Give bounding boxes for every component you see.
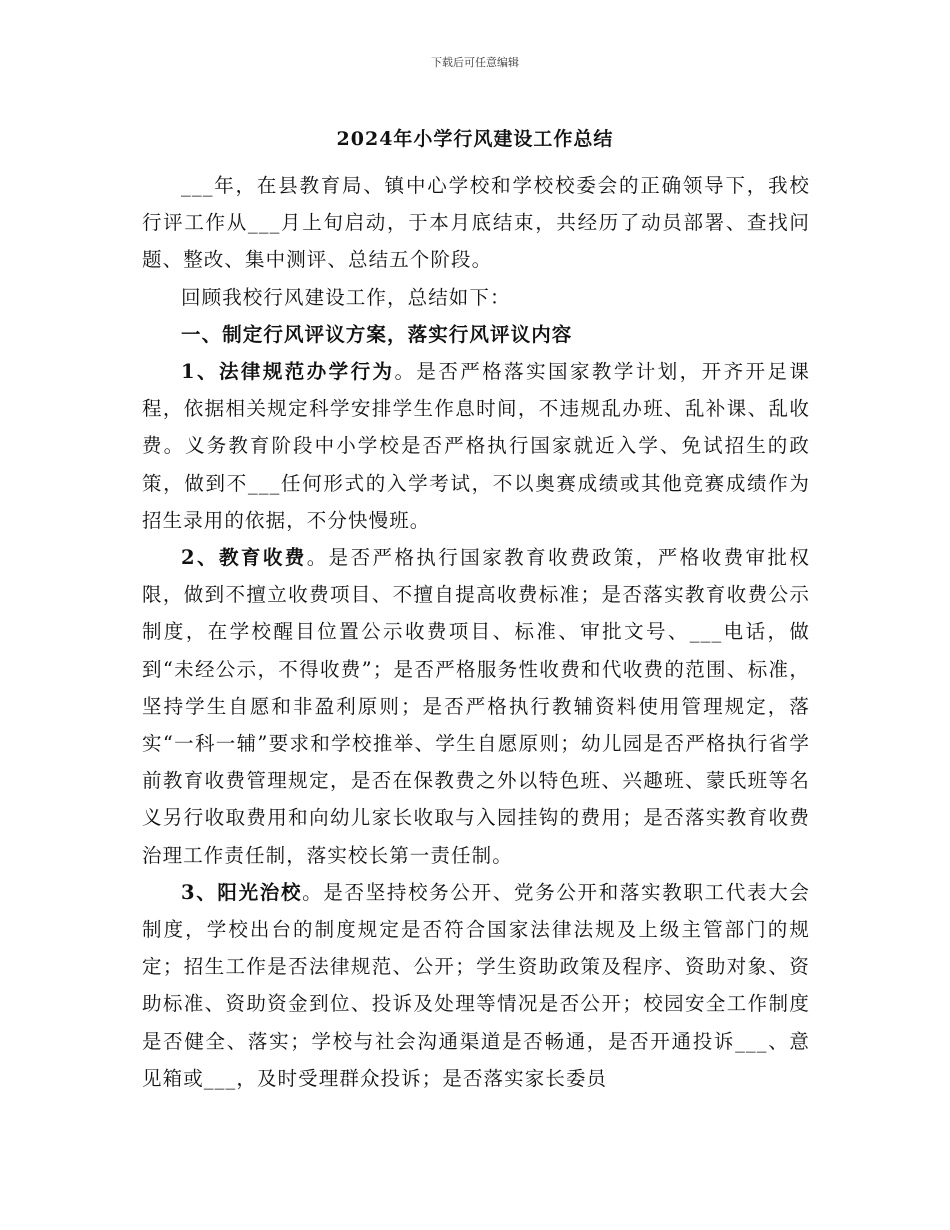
paragraph-item-3 [142, 874, 810, 1097]
paragraph-review [142, 279, 810, 316]
paragraph-text: 。是否严格落实国家教学计划，开齐开足课程，依据相关规定科学安排学生作息时间，不违规乱办班、乱补课、乱收费。义务教育阶段中小学校是否严格执行国家就近入学、免试招生的政策，做到不___任何形式的入学考试，不以奥赛成绩或其他竞赛成绩作为招生录用的依据，不分快慢班。 [142, 360, 810, 532]
paragraph-intro [142, 167, 810, 279]
page-header: 下载后可任意编辑 [431, 56, 519, 69]
document-title: 2024年小学行风建设工作总结 [336, 128, 614, 150]
paragraph-item-2 [142, 539, 810, 874]
paragraph-text: 。是否坚持校务公开、党务公开和落实教职工代表大会制度，学校出台的制度规定是否符合国家法律法规及上级主管部门的规定；招生工作是否法律规范、公开；学生资助政策及程序、资助对象、资助标准、资助资金到位、投诉及处理等情况是否公开；校园安全工作制度是否健全、落实；学校与社会沟通渠道是否畅通，是否开通投诉___、意见箱或___，及时受理群众投诉；是否落实家长委员 [142, 880, 810, 1090]
document-body [142, 167, 810, 1097]
section-heading [142, 316, 810, 353]
paragraph-text: 。是否严格执行国家教育收费政策，严格收费审批权限，做到不擅立收费项目、不擅自提高收费标准；是否落实教育收费公示制度，在学校醒目位置公示收费项目、标准、审批文号、___电话，做到“未经公示，不得收费”；是否严格服务性收费和代收费的范围、标准，坚持学生自愿和非盈利原则；是否严格执行教辅资料使用管理规定，落实“一科一辅”要求和学校推举、学生自愿原则；幼儿园是否严格执行省学前教育收费管理规定，是否在保教费之外以特色班、兴趣班、蒙氏班等名义另行收取费用和向幼儿家长收取与入园挂钩的费用；是否落实教育收费治理工作责任制，落实校长第一责任制。 [142, 546, 810, 867]
item-lead: 2、教育收费 [181, 546, 307, 570]
paragraph-item-1 [142, 353, 810, 539]
section-heading-text: 一、制定行风评议方案，落实行风评议内容 [181, 322, 573, 346]
item-lead: 3、阳光治校 [181, 880, 303, 904]
item-lead: 1、法律规范办学行为 [181, 360, 395, 384]
paragraph-text: ___年，在县教育局、镇中心学校和学校校委会的正确领导下，我校行评工作从___月上旬启动，于本月底结束，共经历了动员部署、查找问题、整改、集中测评、总结五个阶段。 [142, 174, 810, 272]
paragraph-text: 回顾我校行风建设工作，总结如下： [181, 285, 511, 309]
